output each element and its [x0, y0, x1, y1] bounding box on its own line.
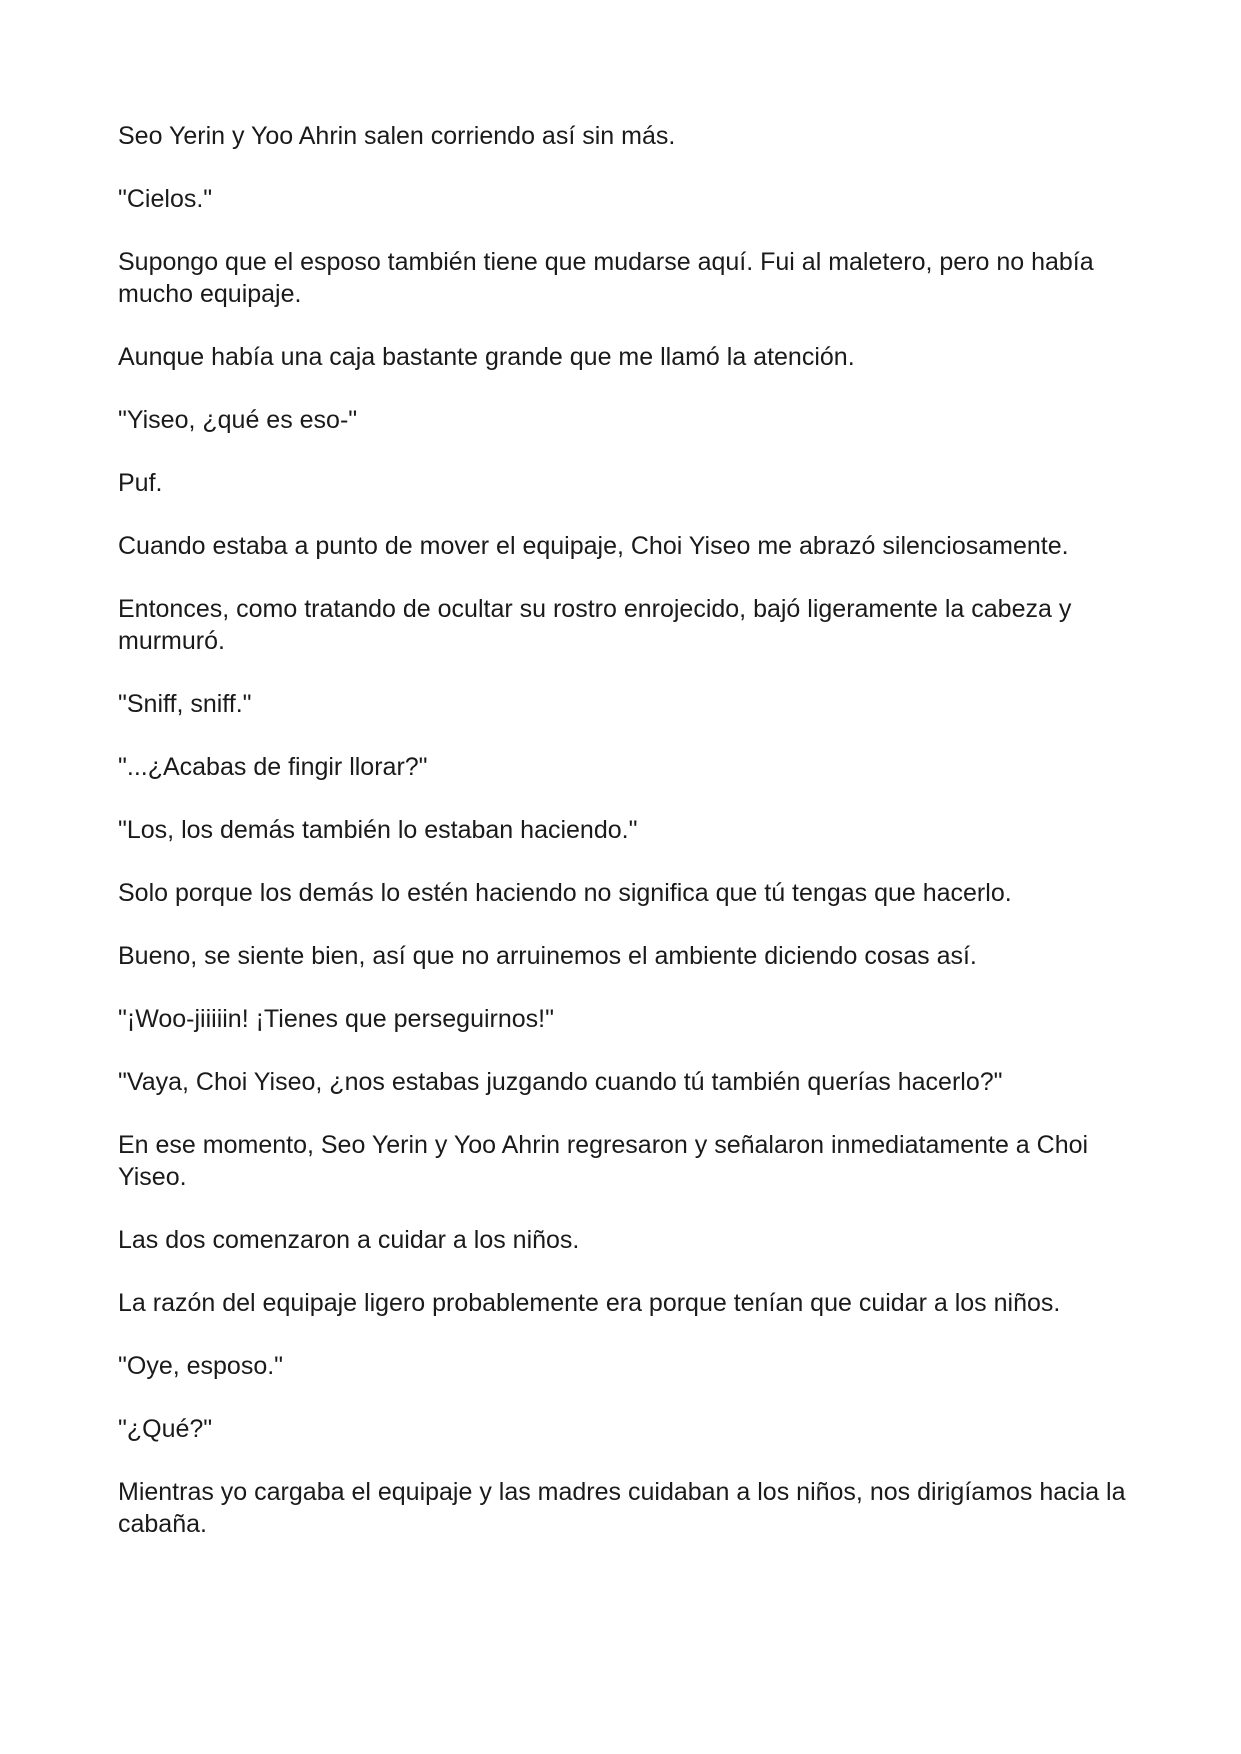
- paragraph: "Sniff, sniff.": [118, 690, 252, 718]
- paragraph: "Oye, esposo.": [118, 1352, 284, 1380]
- paragraph: "¡Woo-jiiiiin! ¡Tienes que perseguirnos!": [118, 1005, 554, 1033]
- paragraph: La razón del equipaje ligero probablemente era porque tenían que cuidar a los niños.: [118, 1289, 1061, 1317]
- paragraph: "Vaya, Choi Yiseo, ¿nos estabas juzgando cuando tú también querías hacerlo?": [118, 1068, 1003, 1096]
- paragraph: "¿Qué?": [118, 1415, 213, 1443]
- paragraph: Supongo que el esposo también tiene que mudarse aquí. Fui al maletero, pero no había mucho equipaje.: [118, 248, 1094, 308]
- paragraph: "Los, los demás también lo estaban haciendo.": [118, 816, 638, 844]
- paragraph: "Yiseo, ¿qué es eso-": [118, 406, 358, 434]
- paragraph: Solo porque los demás lo estén haciendo no significa que tú tengas que hacerlo.: [118, 879, 1012, 907]
- paragraph: Seo Yerin y Yoo Ahrin salen corriendo así sin más.: [118, 122, 676, 150]
- paragraph: Puf.: [118, 469, 163, 497]
- paragraph: "Cielos.": [118, 185, 213, 213]
- paragraph: Las dos comenzaron a cuidar a los niños.: [118, 1226, 580, 1254]
- paragraph: En ese momento, Seo Yerin y Yoo Ahrin regresaron y señalaron inmediatamente a Choi Yiseo.: [118, 1131, 1089, 1191]
- document-body: [118, 120, 1128, 1571]
- paragraph: Entonces, como tratando de ocultar su rostro enrojecido, bajó ligeramente la cabeza y murmuró.: [118, 595, 1072, 655]
- paragraph: "...¿Acabas de fingir llorar?": [118, 753, 428, 781]
- paragraph: Cuando estaba a punto de mover el equipaje, Choi Yiseo me abrazó silenciosamente.: [118, 532, 1069, 560]
- paragraph: Bueno, se siente bien, así que no arruinemos el ambiente diciendo cosas así.: [118, 942, 977, 970]
- paragraph: Aunque había una caja bastante grande que me llamó la atención.: [118, 343, 855, 371]
- paragraph: Mientras yo cargaba el equipaje y las madres cuidaban a los niños, nos dirigíamos hacia la cabaña.: [118, 1478, 1126, 1538]
